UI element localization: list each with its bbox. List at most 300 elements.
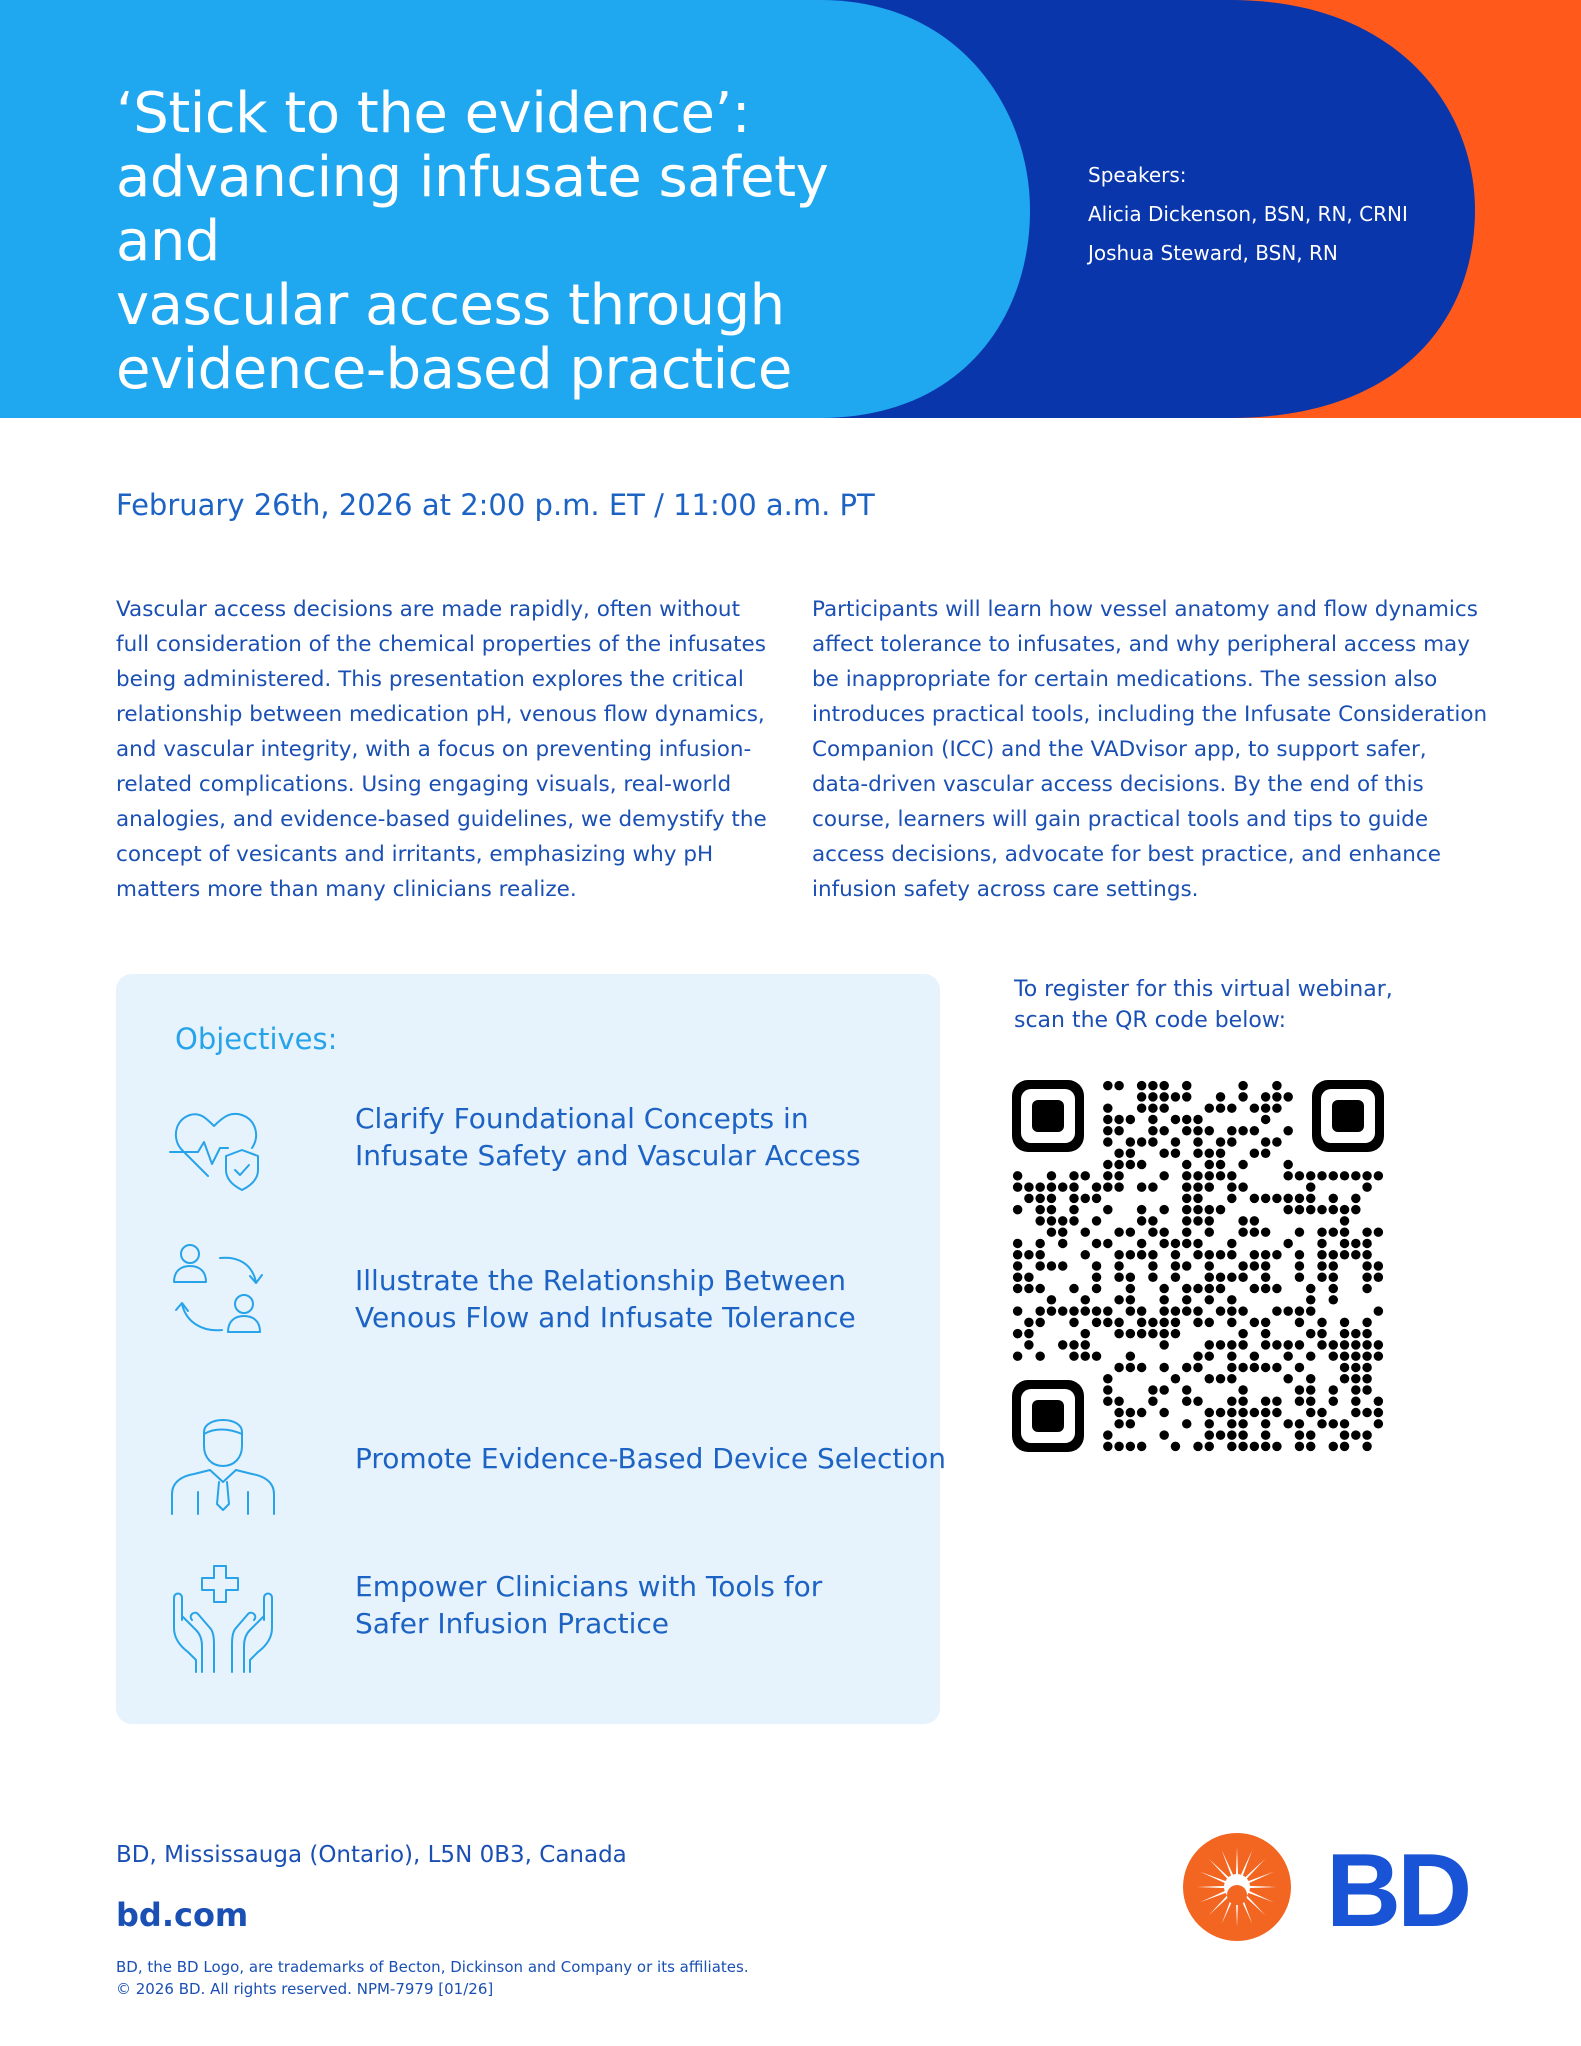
qr-module: [1182, 1363, 1191, 1372]
qr-module: [1261, 1115, 1270, 1124]
qr-module: [1182, 1182, 1191, 1191]
qr-module: [1272, 1284, 1281, 1293]
qr-module: [1261, 1261, 1270, 1270]
qr-module: [1362, 1318, 1371, 1327]
qr-module: [1069, 1205, 1078, 1214]
qr-module: [1182, 1205, 1191, 1214]
qr-module: [1024, 1182, 1033, 1191]
qr-module: [1306, 1408, 1315, 1417]
qr-module: [1340, 1430, 1349, 1439]
qr-module: [1126, 1250, 1135, 1259]
speakers-block: [1088, 156, 1508, 273]
qr-module: [1340, 1171, 1349, 1180]
qr-module: [1081, 1329, 1090, 1338]
qr-module: [1205, 1126, 1214, 1135]
qr-module: [1261, 1227, 1270, 1236]
qr-module: [1159, 1149, 1168, 1158]
qr-module: [1261, 1430, 1270, 1439]
qr-module: [1171, 1239, 1180, 1248]
qr-module: [1126, 1149, 1135, 1158]
qr-module: [1114, 1273, 1123, 1282]
qr-module: [1205, 1318, 1214, 1327]
qr-module: [1295, 1340, 1304, 1349]
qr-module: [1362, 1284, 1371, 1293]
qr-module: [1329, 1227, 1338, 1236]
qr-module: [1193, 1250, 1202, 1259]
qr-module: [1216, 1430, 1225, 1439]
qr-module: [1205, 1430, 1214, 1439]
qr-module: [1148, 1261, 1157, 1270]
qr-module: [1329, 1284, 1338, 1293]
qr-module: [1238, 1126, 1247, 1135]
qr-module: [1035, 1182, 1044, 1191]
qr-module: [1193, 1239, 1202, 1248]
qr-module: [1238, 1419, 1247, 1428]
qr-module: [1193, 1318, 1202, 1327]
qr-module: [1374, 1227, 1383, 1236]
objective-line: Illustrate the Relationship Between: [355, 1264, 847, 1297]
qr-module: [1362, 1273, 1371, 1282]
hands-cross-icon: [168, 1564, 278, 1674]
qr-module: [1250, 1250, 1259, 1259]
qr-module: [1295, 1419, 1304, 1428]
qr-module: [1069, 1182, 1078, 1191]
qr-module: [1103, 1103, 1112, 1112]
qr-module: [1148, 1216, 1157, 1225]
qr-module: [1092, 1351, 1101, 1360]
qr-module: [1205, 1374, 1214, 1383]
qr-module: [1295, 1306, 1304, 1315]
qr-module: [1035, 1318, 1044, 1327]
qr-module: [1351, 1340, 1360, 1349]
qr-module: [1272, 1408, 1281, 1417]
qr-module: [1069, 1171, 1078, 1180]
qr-module: [1114, 1115, 1123, 1124]
qr-module: [1261, 1149, 1270, 1158]
qr-module: [1329, 1250, 1338, 1259]
qr-module: [1182, 1306, 1191, 1315]
qr-module: [1362, 1408, 1371, 1417]
qr-module: [1238, 1081, 1247, 1090]
qr-module: [1148, 1081, 1157, 1090]
qr-module: [1306, 1284, 1315, 1293]
qr-module: [1114, 1363, 1123, 1372]
objective-text: [355, 1262, 915, 1336]
qr-module: [1182, 1227, 1191, 1236]
qr-module: [1216, 1171, 1225, 1180]
qr-module: [1047, 1306, 1056, 1315]
qr-module: [1317, 1171, 1326, 1180]
sun-notch: [1227, 1885, 1247, 1905]
qr-module: [1013, 1329, 1022, 1338]
qr-module: [1058, 1239, 1067, 1248]
qr-module: [1340, 1351, 1349, 1360]
qr-module: [1340, 1442, 1349, 1451]
qr-module: [1329, 1397, 1338, 1406]
qr-module: [1216, 1273, 1225, 1282]
qr-module: [1295, 1261, 1304, 1270]
qr-module: [1238, 1182, 1247, 1191]
people-exchange-icon: [168, 1242, 278, 1352]
qr-module: [1216, 1408, 1225, 1417]
qr-module: [1126, 1363, 1135, 1372]
qr-module: [1295, 1205, 1304, 1214]
qr-module: [1351, 1205, 1360, 1214]
qr-module: [1148, 1182, 1157, 1191]
qr-module: [1261, 1250, 1270, 1259]
qr-module: [1295, 1430, 1304, 1439]
qr-module: [1216, 1205, 1225, 1214]
qr-module: [1227, 1306, 1236, 1315]
qr-module: [1283, 1194, 1292, 1203]
legal-line: © 2026 BD. All rights reserved. NPM-7979 [01/26]: [116, 1980, 494, 1998]
qr-module: [1295, 1318, 1304, 1327]
qr-module: [1058, 1182, 1067, 1191]
qr-module: [1317, 1408, 1326, 1417]
qr-module: [1362, 1430, 1371, 1439]
qr-module: [1171, 1442, 1180, 1451]
qr-module: [1114, 1182, 1123, 1191]
qr-module: [1351, 1374, 1360, 1383]
qr-module: [1148, 1126, 1157, 1135]
qr-module: [1272, 1442, 1281, 1451]
qr-module: [1182, 1171, 1191, 1180]
qr-module: [1205, 1171, 1214, 1180]
qr-module: [1013, 1182, 1022, 1191]
qr-module: [1092, 1216, 1101, 1225]
qr-module: [1193, 1351, 1202, 1360]
qr-module: [1182, 1284, 1191, 1293]
qr-module: [1035, 1205, 1044, 1214]
qr-module: [1261, 1397, 1270, 1406]
qr-module: [1126, 1351, 1135, 1360]
qr-module: [1306, 1329, 1315, 1338]
qr-module: [1362, 1374, 1371, 1383]
qr-module: [1227, 1182, 1236, 1191]
qr-module: [1351, 1239, 1360, 1248]
qr-module: [1092, 1261, 1101, 1270]
qr-module: [1227, 1273, 1236, 1282]
qr-module: [1035, 1306, 1044, 1315]
qr-module: [1047, 1227, 1056, 1236]
qr-module: [1205, 1103, 1214, 1112]
qr-module: [1340, 1419, 1349, 1428]
qr-module: [1238, 1092, 1247, 1101]
qr-module: [1374, 1261, 1383, 1270]
qr-module: [1182, 1160, 1191, 1169]
qr-module: [1362, 1239, 1371, 1248]
qr-module: [1024, 1340, 1033, 1349]
qr-module: [1193, 1137, 1202, 1146]
qr-module: [1013, 1351, 1022, 1360]
qr-module: [1317, 1273, 1326, 1282]
qr-module: [1159, 1092, 1168, 1101]
qr-module: [1103, 1318, 1112, 1327]
qr-module: [1159, 1284, 1168, 1293]
qr-module: [1047, 1295, 1056, 1304]
qr-module: [1103, 1126, 1112, 1135]
qr-module: [1362, 1329, 1371, 1338]
qr-module: [1126, 1442, 1135, 1451]
qr-module: [1238, 1160, 1247, 1169]
qr-module: [1250, 1351, 1259, 1360]
qr-module: [1351, 1329, 1360, 1338]
qr-module: [1069, 1318, 1078, 1327]
qr-module: [1047, 1205, 1056, 1214]
qr-module: [1340, 1239, 1349, 1248]
qr-module: [1261, 1419, 1270, 1428]
objective-text: [355, 1440, 946, 1477]
qr-module: [1171, 1306, 1180, 1315]
qr-module: [1126, 1306, 1135, 1315]
heart-shield-icon: [168, 1098, 278, 1208]
qr-module: [1340, 1205, 1349, 1214]
qr-module: [1261, 1329, 1270, 1338]
qr-module: [1159, 1103, 1168, 1112]
qr-module: [1126, 1419, 1135, 1428]
qr-module: [1114, 1442, 1123, 1451]
qr-module: [1148, 1115, 1157, 1124]
qr-module: [1182, 1261, 1191, 1270]
qr-module: [1171, 1273, 1180, 1282]
objective-line: Infusate Safety and Vascular Access: [355, 1139, 861, 1172]
qr-module: [1283, 1126, 1292, 1135]
qr-module: [1317, 1250, 1326, 1259]
qr-module: [1351, 1250, 1360, 1259]
qr-module: [1137, 1092, 1146, 1101]
qr-module: [1092, 1239, 1101, 1248]
page-title: [116, 82, 916, 402]
qr-module: [1306, 1397, 1315, 1406]
qr-module: [1329, 1273, 1338, 1282]
qr-module: [1374, 1397, 1383, 1406]
qr-module: [1126, 1137, 1135, 1146]
qr-module: [1205, 1149, 1214, 1158]
qr-module: [1351, 1385, 1360, 1394]
qr-module: [1103, 1430, 1112, 1439]
qr-module: [1137, 1182, 1146, 1191]
qr-module: [1013, 1261, 1022, 1270]
qr-module: [1272, 1363, 1281, 1372]
qr-module: [1227, 1430, 1236, 1439]
qr-module: [1081, 1194, 1090, 1203]
bd-sun-icon: [1183, 1833, 1291, 1941]
qr-module: [1182, 1385, 1191, 1394]
qr-module: [1374, 1408, 1383, 1417]
qr-module: [1114, 1408, 1123, 1417]
qr-module: [1182, 1126, 1191, 1135]
qr-module: [1261, 1442, 1270, 1451]
qr-module: [1103, 1182, 1112, 1191]
qr-module: [1250, 1103, 1259, 1112]
clinician-icon: [168, 1406, 278, 1516]
qr-module: [1205, 1261, 1214, 1270]
qr-module: [1182, 1092, 1191, 1101]
qr-module: [1306, 1205, 1315, 1214]
qr-module: [1024, 1284, 1033, 1293]
qr-module: [1216, 1149, 1225, 1158]
qr-module: [1283, 1239, 1292, 1248]
qr-module: [1137, 1103, 1146, 1112]
qr-module: [1295, 1250, 1304, 1259]
qr-module: [1238, 1408, 1247, 1417]
qr-module: [1216, 1284, 1225, 1293]
qr-module: [1013, 1250, 1022, 1259]
qr-module: [1261, 1092, 1270, 1101]
qr-module: [1159, 1430, 1168, 1439]
website-link[interactable]: bd.com: [116, 1896, 249, 1934]
speaker-name: Joshua Steward, BSN, RN: [1088, 241, 1338, 265]
qr-module: [1216, 1306, 1225, 1315]
qr-module: [1238, 1227, 1247, 1236]
qr-module: [1103, 1385, 1112, 1394]
qr-module: [1148, 1318, 1157, 1327]
qr-module: [1193, 1194, 1202, 1203]
qr-module: [1137, 1250, 1146, 1259]
qr-module: [1362, 1261, 1371, 1270]
qr-module: [1227, 1340, 1236, 1349]
qr-module: [1329, 1295, 1338, 1304]
qr-module: [1227, 1408, 1236, 1417]
qr-module: [1193, 1442, 1202, 1451]
speakers-label: Speakers:: [1088, 163, 1187, 187]
qr-module: [1272, 1103, 1281, 1112]
qr-module: [1024, 1318, 1033, 1327]
qr-module: [1182, 1081, 1191, 1090]
qr-module: [1103, 1205, 1112, 1214]
qr-module: [1216, 1250, 1225, 1259]
qr-module: [1205, 1408, 1214, 1417]
header-banner: [0, 0, 1581, 418]
qr-module: [1317, 1227, 1326, 1236]
qr-module: [1216, 1340, 1225, 1349]
qr-module: [1159, 1306, 1168, 1315]
qr-module: [1069, 1284, 1078, 1293]
qr-module: [1272, 1340, 1281, 1349]
company-address: BD, Mississauga (Ontario), L5N 0B3, Canada: [116, 1842, 627, 1868]
qr-module: [1159, 1227, 1168, 1236]
qr-code-icon[interactable]: [1012, 1080, 1384, 1452]
objectives-title: Objectives:: [175, 1022, 338, 1056]
qr-module: [1362, 1250, 1371, 1259]
qr-module: [1317, 1340, 1326, 1349]
qr-module: [1227, 1103, 1236, 1112]
qr-module: [1340, 1329, 1349, 1338]
qr-module: [1238, 1261, 1247, 1270]
qr-module: [1047, 1171, 1056, 1180]
qr-module: [1103, 1239, 1112, 1248]
qr-module: [1250, 1408, 1259, 1417]
qr-module: [1103, 1442, 1112, 1451]
qr-module: [1159, 1081, 1168, 1090]
qr-module: [1340, 1227, 1349, 1236]
title-line: evidence-based practice: [116, 337, 792, 402]
qr-module: [1103, 1306, 1112, 1315]
qr-module: [1137, 1137, 1146, 1146]
qr-module: [1103, 1137, 1112, 1146]
qr-module: [1193, 1284, 1202, 1293]
qr-module: [1126, 1227, 1135, 1236]
qr-module: [1250, 1363, 1259, 1372]
qr-module: [1216, 1160, 1225, 1169]
qr-module: [1126, 1295, 1135, 1304]
qr-module: [1317, 1329, 1326, 1338]
qr-module: [1171, 1149, 1180, 1158]
qr-module: [1103, 1397, 1112, 1406]
qr-module: [1205, 1227, 1214, 1236]
qr-module: [1250, 1126, 1259, 1135]
qr-module: [1182, 1194, 1191, 1203]
qr-module: [1250, 1227, 1259, 1236]
qr-module: [1114, 1081, 1123, 1090]
title-line: advancing infusate safety and: [116, 145, 829, 274]
qr-module: [1295, 1171, 1304, 1180]
qr-module: [1081, 1351, 1090, 1360]
qr-module: [1081, 1250, 1090, 1259]
qr-module: [1306, 1306, 1315, 1315]
qr-module: [1227, 1126, 1236, 1135]
qr-module: [1148, 1385, 1157, 1394]
qr-module: [1283, 1092, 1292, 1101]
qr-module: [1295, 1442, 1304, 1451]
qr-module: [1295, 1273, 1304, 1282]
qr-module: [1013, 1306, 1022, 1315]
qr-module: [1058, 1340, 1067, 1349]
qr-module: [1114, 1160, 1123, 1169]
qr-module: [1092, 1306, 1101, 1315]
qr-module: [1374, 1306, 1383, 1315]
qr-module: [1159, 1385, 1168, 1394]
qr-module: [1362, 1351, 1371, 1360]
qr-module: [1272, 1081, 1281, 1090]
qr-module: [1047, 1182, 1056, 1191]
qr-module: [1317, 1205, 1326, 1214]
qr-module: [1148, 1397, 1157, 1406]
qr-module: [1351, 1408, 1360, 1417]
qr-module: [1340, 1374, 1349, 1383]
qr-module: [1261, 1284, 1270, 1293]
qr-module: [1114, 1171, 1123, 1180]
qr-module: [1362, 1340, 1371, 1349]
qr-module: [1114, 1250, 1123, 1259]
objective-line: Promote Evidence-Based Device Selection: [355, 1442, 946, 1475]
qr-module: [1227, 1137, 1236, 1146]
qr-module: [1047, 1216, 1056, 1225]
qr-module: [1295, 1397, 1304, 1406]
qr-module: [1103, 1374, 1112, 1383]
qr-module: [1171, 1137, 1180, 1146]
qr-module: [1171, 1092, 1180, 1101]
qr-finder-patterns: [1012, 1080, 1384, 1452]
description-left: Vascular access decisions are made rapidly, often without full consideration of the chemical properties of the infusates being administered. This presentation explores the critical relationship between medication pH, venous flow dynamics, and vascular integrity, with a focus on preventing infusion-related complications. Using engaging visuals, real-world analogies, and evidence-based guidelines, we demystify the concept of vesicants and irritants, emphasizing why pH matters more than many clinicians realize.: [116, 597, 767, 902]
qr-module: [1283, 1340, 1292, 1349]
qr-module: [1035, 1261, 1044, 1270]
qr-module: [1374, 1171, 1383, 1180]
qr-module: [1340, 1363, 1349, 1372]
qr-module: [1374, 1351, 1383, 1360]
qr-module: [1362, 1363, 1371, 1372]
qr-module: [1103, 1115, 1112, 1124]
qr-module: [1114, 1397, 1123, 1406]
qr-module: [1227, 1239, 1236, 1248]
registration-line: scan the QR code below:: [1014, 1008, 1286, 1033]
qr-module: [1205, 1284, 1214, 1293]
qr-module: [1193, 1205, 1202, 1214]
qr-module: [1306, 1351, 1315, 1360]
qr-module: [1351, 1194, 1360, 1203]
qr-module: [1148, 1137, 1157, 1146]
qr-module: [1250, 1149, 1259, 1158]
